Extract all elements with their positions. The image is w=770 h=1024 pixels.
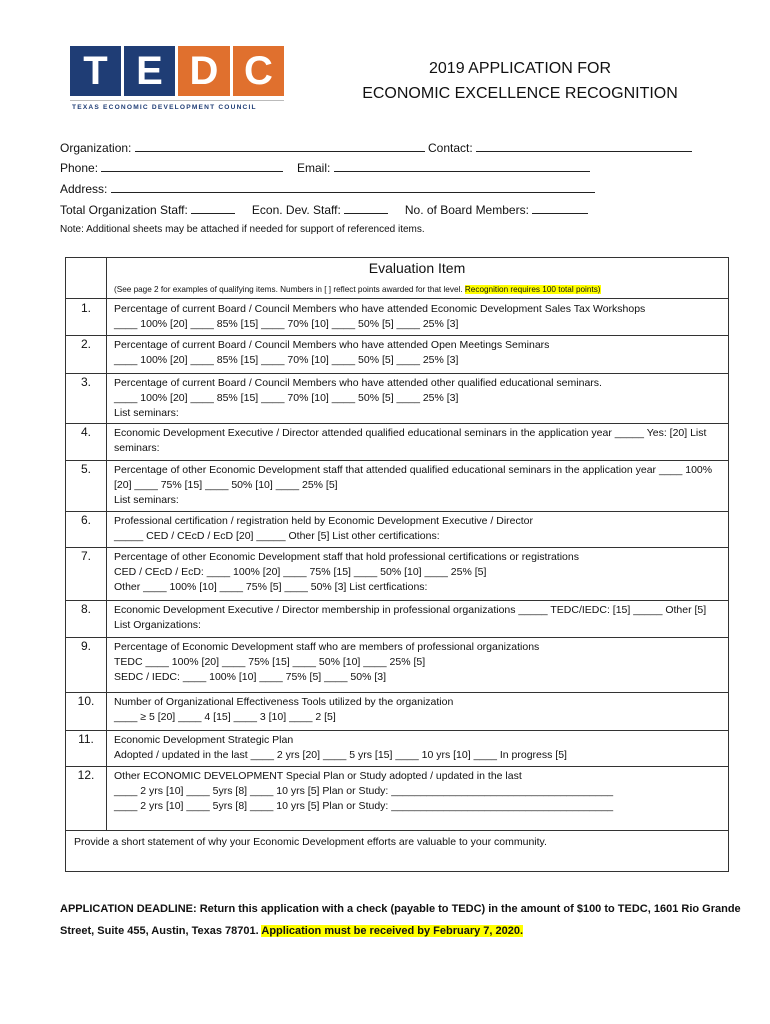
evaluation-item (114, 640, 724, 685)
row-number: 1. (80, 301, 91, 315)
table-subheader (114, 285, 726, 294)
deadline-highlight: Application must be received by February 7, 2020. (261, 925, 524, 937)
evaluation-item-line: Professional certification / registration held by Economic Development Executive / Director (114, 515, 534, 527)
econ-staff-field[interactable] (344, 202, 388, 214)
contact-row (428, 140, 692, 155)
row-divider (66, 830, 728, 831)
row-number: 2. (80, 337, 91, 351)
evaluation-item (114, 550, 724, 595)
address-label: Address: (60, 182, 108, 196)
staff-row (60, 202, 588, 217)
row-number: 7. (80, 549, 91, 563)
row-divider (66, 423, 728, 424)
evaluation-item (114, 376, 724, 421)
evaluation-item-line: Economic Development Strategic Plan (114, 734, 294, 746)
row-number: 4. (80, 425, 91, 439)
row-divider (66, 637, 728, 638)
evaluation-item-line: seminars: (114, 442, 160, 454)
evaluation-item-line: ____ 100% [20] ____ 85% [15] ____ 70% [10] ____ 50% [5] ____ 25% [3] (114, 318, 459, 330)
evaluation-item-line: Adopted / updated in the last ____ 2 yrs [20] ____ 5 yrs [15] ____ 10 yrs [10] ____ In progress [5] (114, 749, 567, 761)
logo-subtitle: TEXAS ECONOMIC DEVELOPMENT COUNCIL (72, 104, 257, 111)
evaluation-item-line: Percentage of current Board / Council Members who have attended Open Meetings Seminars (114, 339, 550, 351)
row-divider (66, 373, 728, 374)
row-number: 5. (80, 462, 91, 476)
board-members-field[interactable] (532, 202, 588, 214)
evaluation-item (114, 302, 724, 332)
row-divider (66, 766, 728, 767)
logo-tile-e: E (124, 46, 175, 96)
evaluation-item (114, 695, 724, 725)
row-number: 8. (80, 602, 91, 616)
statement-prompt: Provide a short statement of why your Economic Development efforts are valuable to your community. (74, 836, 547, 848)
deadline-address: Street, Suite 455, Austin, Texas 78701. (60, 925, 259, 937)
evaluation-item-line: ____ 2 yrs [10] ____ 5yrs [8] ____ 10 yrs [5] Plan or Study: ______________________________________ (114, 785, 614, 797)
row-divider (66, 460, 728, 461)
evaluation-item-line: Number of Organizational Effectiveness Tools utilized by the organization (114, 696, 454, 708)
evaluation-table (65, 257, 729, 872)
evaluation-item (114, 514, 724, 544)
address-field[interactable] (111, 181, 595, 193)
title-line-1: 2019 APPLICATION FOR (429, 60, 611, 77)
evaluation-item-line: Percentage of current Board / Council Members who have attended other qualified educational seminars. (114, 377, 602, 389)
evaluation-item (114, 426, 724, 456)
econ-staff-label: Econ. Dev. Staff: (251, 203, 341, 217)
organization-row (60, 140, 425, 155)
evaluation-item (114, 338, 724, 368)
table-header: Evaluation Item (368, 260, 466, 276)
evaluation-item-line: SEDC / IEDC: ____ 100% [10] ____ 75% [5] ____ 50% [3] (114, 671, 387, 683)
evaluation-item-line: [20] ____ 75% [15] ____ 50% [10] ____ 25% [5] (114, 479, 338, 491)
row-divider (66, 692, 728, 693)
row-divider (66, 547, 728, 548)
title-line-2: ECONOMIC EXCELLENCE RECOGNITION (362, 85, 678, 102)
evaluation-item-line: Percentage of other Economic Development staff that hold professional certifications or registrations (114, 551, 579, 563)
email-row (297, 160, 590, 175)
logo-tile-t: T (70, 46, 121, 96)
row-divider (66, 335, 728, 336)
email-label: Email: (297, 161, 331, 175)
row-divider (66, 600, 728, 601)
evaluation-item-line: ____ 100% [20] ____ 85% [15] ____ 70% [10] ____ 50% [5] ____ 25% [3] (114, 392, 459, 404)
row-divider (66, 730, 728, 731)
application-deadline (60, 898, 741, 942)
evaluation-item-line: ____ 100% [20] ____ 85% [15] ____ 70% [10] ____ 50% [5] ____ 25% [3] (114, 354, 459, 366)
row-divider (66, 511, 728, 512)
email-field[interactable] (334, 160, 590, 172)
row-number: 9. (80, 639, 91, 653)
address-row (60, 181, 595, 196)
evaluation-item-line: Other ____ 100% [10] ____ 75% [5] ____ 50% [3] List certfications: (114, 581, 428, 593)
tedc-logo (70, 46, 284, 122)
evaluation-item-line: TEDC ____ 100% [20] ____ 75% [15] ____ 50% [10] ____ 25% [5] (114, 656, 426, 668)
deadline-line-1: APPLICATION DEADLINE: Return this application with a check (payable to TEDC) in the amount of $100 to TEDC, 1601 Rio Grande (60, 903, 741, 915)
evaluation-item-line: Percentage of Economic Development staff who are members of professional organizations (114, 641, 540, 653)
evaluation-item-line: Other ECONOMIC DEVELOPMENT Special Plan or Study adopted / updated in the last (114, 770, 522, 782)
row-number: 10. (77, 694, 95, 708)
evaluation-item-line: Economic Development Executive / Director membership in professional organizations _____ TEDC/IEDC: [15] _____ Other [5] (114, 604, 707, 616)
contact-field[interactable] (476, 140, 692, 152)
evaluation-item (114, 463, 724, 508)
total-staff-label: Total Organization Staff: (60, 203, 188, 217)
subheader-highlight: Recognition requires 100 total points) (464, 285, 601, 294)
evaluation-item-line: List seminars: (114, 407, 179, 419)
organization-field[interactable] (135, 140, 425, 152)
subheader-text: (See page 2 for examples of qualifying items. Numbers in [ ] reflect points awarded for that level. (114, 285, 463, 294)
row-number: 6. (80, 513, 91, 527)
evaluation-item-line: Percentage of other Economic Development staff that attended qualified educational seminars in the application year ____ 100% (114, 464, 713, 476)
phone-row (60, 160, 283, 175)
logo-tile-c: C (233, 46, 284, 96)
row-divider (66, 298, 728, 299)
row-number: 12. (77, 768, 95, 782)
evaluation-item-line: Economic Development Executive / Director attended qualified educational seminars in the application year _____ Yes: [20] List (114, 427, 707, 439)
board-members-label: No. of Board Members: (404, 203, 529, 217)
row-number: 11. (78, 732, 94, 746)
deadline-line-2 (60, 920, 720, 942)
evaluation-item-line: _____ CED / CEcD / EcD [20] _____ Other [5] List other certifications: (114, 530, 440, 542)
logo-divider (70, 100, 284, 101)
evaluation-item-line: List seminars: (114, 494, 179, 506)
phone-field[interactable] (101, 160, 283, 172)
phone-label: Phone: (60, 161, 99, 175)
evaluation-item (114, 603, 724, 633)
total-staff-field[interactable] (191, 202, 235, 214)
table-column-divider (106, 258, 107, 830)
evaluation-item-line: Percentage of current Board / Council Members who have attended Economic Development Sales Tax Workshops (114, 303, 646, 315)
evaluation-item-line: ____ 2 yrs [10] ____ 5yrs [8] ____ 10 yrs [5] Plan or Study: ______________________________________ (114, 800, 614, 812)
evaluation-item-line: CED / CEcD / EcD: ____ 100% [20] ____ 75% [15] ____ 50% [10] ____ 25% [5] (114, 566, 487, 578)
logo-tile-d: D (178, 46, 230, 96)
evaluation-item-line: ____ ≥ 5 [20] ____ 4 [15] ____ 3 [10] ____ 2 [5] (114, 711, 336, 723)
contact-label: Contact: (428, 141, 473, 155)
row-number: 3. (80, 375, 91, 389)
evaluation-item (114, 769, 724, 814)
evaluation-item-line: List Organizations: (114, 619, 201, 631)
page-title (300, 56, 740, 106)
evaluation-item (114, 733, 724, 763)
organization-label: Organization: (60, 141, 132, 155)
note-text: Note: Additional sheets may be attached if needed for support of referenced items. (60, 224, 425, 235)
